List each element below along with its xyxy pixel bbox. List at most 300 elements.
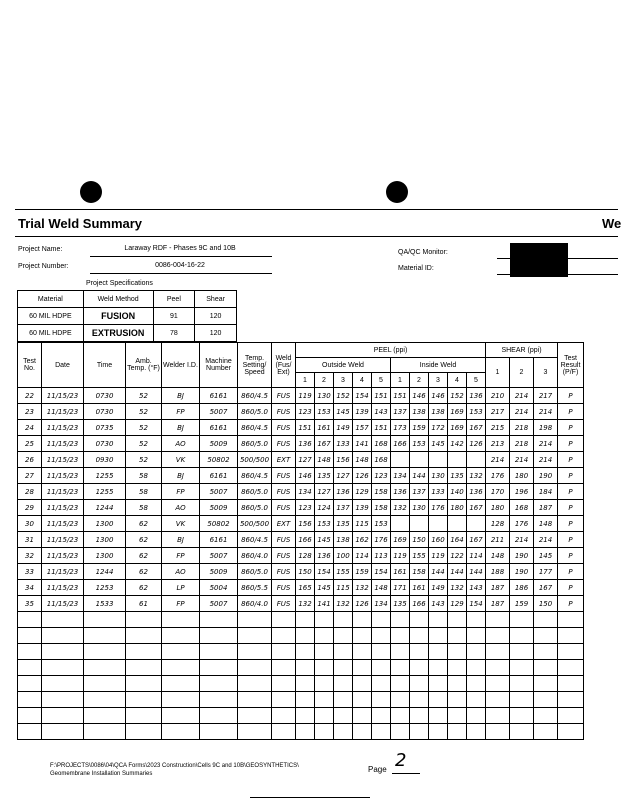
empty-cell xyxy=(42,660,84,676)
specs-material: 60 MIL HDPE xyxy=(18,325,84,342)
cell-machine-number: 5007 xyxy=(200,484,238,500)
header-outside-4: 4 xyxy=(353,373,372,388)
specs-row xyxy=(18,308,237,325)
cell-weld-type: EXT xyxy=(272,516,296,532)
empty-cell xyxy=(42,724,84,740)
cell-peel-value: 136 xyxy=(334,484,353,500)
cell-peel-value: 143 xyxy=(429,596,448,612)
cell-machine-number: 6161 xyxy=(200,388,238,404)
empty-cell xyxy=(272,612,296,628)
cell-test-result: P xyxy=(558,468,584,484)
empty-cell xyxy=(429,708,448,724)
cell-welder-id: AO xyxy=(162,564,200,580)
title-bottom-rule xyxy=(15,236,618,237)
cell-amb-temp: 52 xyxy=(126,420,162,436)
cell-peel-value: 166 xyxy=(410,596,429,612)
empty-cell xyxy=(18,724,42,740)
cell-shear-value: 218 xyxy=(510,436,534,452)
cell-shear-value: 187 xyxy=(486,580,510,596)
header-inside-weld: Inside Weld xyxy=(391,358,486,373)
cell-shear-value: 177 xyxy=(534,564,558,580)
cell-peel-value: 151 xyxy=(296,420,315,436)
cell-peel-value: 151 xyxy=(372,388,391,404)
project-number-value: 0086-004-16-22 xyxy=(155,262,205,269)
cell-peel-value xyxy=(429,516,448,532)
empty-cell xyxy=(272,660,296,676)
empty-cell xyxy=(126,708,162,724)
empty-cell xyxy=(315,628,334,644)
cell-peel-value: 145 xyxy=(334,404,353,420)
cell-peel-value: 137 xyxy=(410,484,429,500)
cell-time: 1255 xyxy=(84,468,126,484)
header-shear-2: 2 xyxy=(510,358,534,388)
empty-row xyxy=(18,644,584,660)
cell-welder-id: FP xyxy=(162,596,200,612)
cell-welder-id: FP xyxy=(162,484,200,500)
cell-peel-value xyxy=(448,452,467,468)
empty-cell xyxy=(372,644,391,660)
cell-machine-number: 6161 xyxy=(200,532,238,548)
cell-peel-value: 122 xyxy=(448,548,467,564)
cell-shear-value: 211 xyxy=(486,532,510,548)
cell-shear-value: 188 xyxy=(486,564,510,580)
empty-cell xyxy=(296,612,315,628)
header-peel: PEEL (ppi) xyxy=(296,343,486,358)
empty-cell xyxy=(448,644,467,660)
cell-welder-id: AO xyxy=(162,500,200,516)
cell-peel-value: 149 xyxy=(429,580,448,596)
bottom-rule xyxy=(250,797,370,798)
cell-peel-value: 144 xyxy=(429,564,448,580)
empty-cell xyxy=(558,628,584,644)
cell-test-no: 30 xyxy=(18,516,42,532)
cell-peel-value: 130 xyxy=(429,468,448,484)
empty-row xyxy=(18,660,584,676)
empty-cell xyxy=(467,692,486,708)
header-outside-3: 3 xyxy=(334,373,353,388)
empty-cell xyxy=(510,708,534,724)
cell-test-no: 31 xyxy=(18,532,42,548)
cell-test-no: 26 xyxy=(18,452,42,468)
cell-peel-value: 128 xyxy=(296,548,315,564)
cell-temp-setting: 860/5.0 xyxy=(238,404,272,420)
empty-cell xyxy=(534,724,558,740)
specs-weld-method: EXTRUSION xyxy=(83,325,153,342)
cell-time: 0730 xyxy=(84,436,126,452)
cell-peel-value: 145 xyxy=(429,436,448,452)
empty-cell xyxy=(18,708,42,724)
empty-cell xyxy=(18,644,42,660)
cell-amb-temp: 58 xyxy=(126,484,162,500)
cell-temp-setting: 860/4.5 xyxy=(238,388,272,404)
cell-test-no: 34 xyxy=(18,580,42,596)
empty-cell xyxy=(238,612,272,628)
cell-test-result: P xyxy=(558,420,584,436)
cell-shear-value: 187 xyxy=(486,596,510,612)
cell-peel-value: 123 xyxy=(296,404,315,420)
cell-peel-value: 127 xyxy=(334,468,353,484)
project-specs-label: Project Specifications xyxy=(86,280,153,287)
table-row xyxy=(18,468,584,484)
cell-peel-value: 130 xyxy=(410,500,429,516)
empty-cell xyxy=(410,660,429,676)
empty-cell xyxy=(486,612,510,628)
cell-test-result: P xyxy=(558,452,584,468)
empty-cell xyxy=(296,692,315,708)
cell-peel-value xyxy=(391,516,410,532)
cell-shear-value: 180 xyxy=(486,500,510,516)
empty-cell xyxy=(18,660,42,676)
cell-peel-value: 135 xyxy=(391,596,410,612)
empty-cell xyxy=(410,724,429,740)
empty-cell xyxy=(486,692,510,708)
empty-cell xyxy=(486,660,510,676)
empty-cell xyxy=(334,708,353,724)
empty-cell xyxy=(534,644,558,660)
cell-machine-number: 5009 xyxy=(200,436,238,452)
table-row xyxy=(18,580,584,596)
empty-cell xyxy=(315,724,334,740)
cell-peel-value xyxy=(391,452,410,468)
cell-peel-value: 148 xyxy=(315,452,334,468)
cell-time: 1253 xyxy=(84,580,126,596)
cell-peel-value: 115 xyxy=(334,580,353,596)
cell-peel-value: 146 xyxy=(410,388,429,404)
cell-shear-value: 186 xyxy=(510,580,534,596)
cell-peel-value: 139 xyxy=(353,500,372,516)
empty-row xyxy=(18,612,584,628)
cell-peel-value: 146 xyxy=(429,388,448,404)
cell-shear-value: 214 xyxy=(510,388,534,404)
empty-cell xyxy=(510,676,534,692)
empty-cell xyxy=(510,628,534,644)
cell-peel-value: 167 xyxy=(467,532,486,548)
cell-temp-setting: 860/5.5 xyxy=(238,580,272,596)
cell-test-result: P xyxy=(558,548,584,564)
empty-cell xyxy=(162,708,200,724)
cell-peel-value: 169 xyxy=(448,404,467,420)
empty-cell xyxy=(272,644,296,660)
specs-header-weld-method: Weld Method xyxy=(83,291,153,308)
empty-cell xyxy=(410,676,429,692)
cell-peel-value: 158 xyxy=(372,500,391,516)
empty-cell xyxy=(315,692,334,708)
cell-shear-value: 145 xyxy=(534,548,558,564)
empty-cell xyxy=(296,644,315,660)
empty-cell xyxy=(200,708,238,724)
cell-peel-value: 137 xyxy=(334,500,353,516)
empty-cell xyxy=(486,644,510,660)
project-name-value: Laraway RDF - Phases 9C and 10B xyxy=(124,245,236,252)
cell-date: 11/15/23 xyxy=(42,468,84,484)
empty-cell xyxy=(391,676,410,692)
specs-table xyxy=(17,290,237,342)
empty-cell xyxy=(238,708,272,724)
table-row xyxy=(18,452,584,468)
cell-peel-value xyxy=(448,516,467,532)
empty-cell xyxy=(448,628,467,644)
header-inside-1: 1 xyxy=(391,373,410,388)
empty-cell xyxy=(84,612,126,628)
cell-machine-number: 5009 xyxy=(200,500,238,516)
empty-cell xyxy=(126,644,162,660)
cell-temp-setting: 500/500 xyxy=(238,516,272,532)
empty-cell xyxy=(448,708,467,724)
empty-cell xyxy=(510,660,534,676)
cell-peel-value: 161 xyxy=(315,420,334,436)
cell-welder-id: VK xyxy=(162,516,200,532)
empty-cell xyxy=(429,692,448,708)
cell-peel-value: 148 xyxy=(372,580,391,596)
empty-cell xyxy=(467,660,486,676)
empty-cell xyxy=(162,676,200,692)
cell-time: 1300 xyxy=(84,532,126,548)
cell-date: 11/15/23 xyxy=(42,580,84,596)
specs-weld-method: FUSION xyxy=(83,308,153,325)
empty-cell xyxy=(429,676,448,692)
header-outside-5: 5 xyxy=(372,373,391,388)
cell-peel-value: 144 xyxy=(410,468,429,484)
cell-peel-value: 119 xyxy=(391,548,410,564)
header-shear: SHEAR (ppi) xyxy=(486,343,558,358)
empty-cell xyxy=(296,676,315,692)
cell-temp-setting: 500/500 xyxy=(238,452,272,468)
empty-cell xyxy=(558,660,584,676)
cell-peel-value xyxy=(410,452,429,468)
cell-shear-value: 128 xyxy=(486,516,510,532)
empty-cell xyxy=(42,644,84,660)
empty-cell xyxy=(334,692,353,708)
empty-cell xyxy=(334,660,353,676)
cell-peel-value: 180 xyxy=(448,500,467,516)
cell-shear-value: 187 xyxy=(534,500,558,516)
cell-peel-value: 176 xyxy=(372,532,391,548)
cell-machine-number: 50802 xyxy=(200,452,238,468)
cell-peel-value: 148 xyxy=(353,452,372,468)
cell-amb-temp: 58 xyxy=(126,500,162,516)
project-number-line xyxy=(90,273,272,274)
cell-date: 11/15/23 xyxy=(42,532,84,548)
cell-test-no: 32 xyxy=(18,548,42,564)
empty-cell xyxy=(162,644,200,660)
empty-cell xyxy=(272,708,296,724)
empty-cell xyxy=(510,612,534,628)
empty-cell xyxy=(558,644,584,660)
cell-peel-value: 132 xyxy=(467,468,486,484)
empty-cell xyxy=(372,724,391,740)
empty-cell xyxy=(162,692,200,708)
cell-weld-type: FUS xyxy=(272,404,296,420)
cell-peel-value: 127 xyxy=(315,484,334,500)
empty-cell xyxy=(272,628,296,644)
cell-peel-value: 135 xyxy=(315,468,334,484)
table-row xyxy=(18,532,584,548)
empty-cell xyxy=(42,676,84,692)
cell-peel-value: 136 xyxy=(467,484,486,500)
cell-temp-setting: 860/4.5 xyxy=(238,468,272,484)
cell-peel-value: 145 xyxy=(315,532,334,548)
cell-weld-type: FUS xyxy=(272,468,296,484)
empty-cell xyxy=(353,676,372,692)
table-row xyxy=(18,500,584,516)
cell-shear-value: 214 xyxy=(510,404,534,420)
table-row xyxy=(18,564,584,580)
project-name-label: Project Name: xyxy=(18,246,63,253)
empty-cell xyxy=(534,612,558,628)
empty-cell xyxy=(429,628,448,644)
cell-weld-type: EXT xyxy=(272,452,296,468)
empty-cell xyxy=(448,692,467,708)
cell-shear-value: 214 xyxy=(534,436,558,452)
cell-peel-value: 146 xyxy=(296,468,315,484)
cell-peel-value: 160 xyxy=(429,532,448,548)
cell-temp-setting: 860/4.5 xyxy=(238,420,272,436)
cell-shear-value: 214 xyxy=(510,532,534,548)
empty-cell xyxy=(486,676,510,692)
cell-peel-value: 141 xyxy=(315,596,334,612)
cell-peel-value: 100 xyxy=(334,548,353,564)
cell-peel-value: 166 xyxy=(391,436,410,452)
empty-cell xyxy=(391,660,410,676)
cell-peel-value: 132 xyxy=(296,596,315,612)
cell-peel-value: 168 xyxy=(372,452,391,468)
cell-peel-value: 164 xyxy=(448,532,467,548)
cell-test-result: P xyxy=(558,404,584,420)
cell-peel-value: 123 xyxy=(372,468,391,484)
specs-header-material: Material xyxy=(18,291,84,308)
cell-machine-number: 5007 xyxy=(200,404,238,420)
cell-peel-value: 123 xyxy=(296,500,315,516)
cell-shear-value: 190 xyxy=(510,548,534,564)
cell-peel-value: 138 xyxy=(334,532,353,548)
cell-amb-temp: 52 xyxy=(126,388,162,404)
header-test-no: Test No. xyxy=(18,343,42,388)
empty-cell xyxy=(126,628,162,644)
cell-test-result: P xyxy=(558,596,584,612)
empty-cell xyxy=(486,724,510,740)
cell-peel-value: 152 xyxy=(334,388,353,404)
cell-peel-value xyxy=(410,516,429,532)
cell-peel-value: 132 xyxy=(334,596,353,612)
header-shear-1: 1 xyxy=(486,358,510,388)
cell-peel-value: 166 xyxy=(296,532,315,548)
cell-temp-setting: 860/4.5 xyxy=(238,532,272,548)
specs-row xyxy=(18,325,237,342)
header-inside-2: 2 xyxy=(410,373,429,388)
empty-cell xyxy=(315,660,334,676)
cell-peel-value: 167 xyxy=(467,420,486,436)
cell-peel-value: 115 xyxy=(353,516,372,532)
cell-peel-value: 134 xyxy=(391,468,410,484)
table-row xyxy=(18,420,584,436)
header-outside-weld: Outside Weld xyxy=(296,358,391,373)
cell-peel-value: 154 xyxy=(372,564,391,580)
table-row xyxy=(18,436,584,452)
cell-time: 1533 xyxy=(84,596,126,612)
empty-cell xyxy=(372,628,391,644)
binder-hole-left xyxy=(80,181,102,203)
cell-peel-value: 158 xyxy=(372,484,391,500)
cell-shear-value: 214 xyxy=(534,404,558,420)
cell-welder-id: LP xyxy=(162,580,200,596)
cell-peel-value: 143 xyxy=(372,404,391,420)
cell-peel-value xyxy=(467,452,486,468)
cell-peel-value: 124 xyxy=(315,500,334,516)
cell-peel-value: 171 xyxy=(391,580,410,596)
cell-date: 11/15/23 xyxy=(42,596,84,612)
cell-peel-value: 133 xyxy=(334,436,353,452)
cell-peel-value: 154 xyxy=(353,388,372,404)
cell-peel-value: 133 xyxy=(429,484,448,500)
empty-cell xyxy=(391,628,410,644)
empty-cell xyxy=(200,692,238,708)
empty-cell xyxy=(315,676,334,692)
empty-cell xyxy=(84,724,126,740)
cell-peel-value: 132 xyxy=(448,580,467,596)
cell-date: 11/15/23 xyxy=(42,404,84,420)
page-number-line xyxy=(392,773,420,774)
empty-row xyxy=(18,628,584,644)
header-amb-temp: Amb. Temp. (°F) xyxy=(126,343,162,388)
empty-cell xyxy=(534,692,558,708)
header-time: Time xyxy=(84,343,126,388)
empty-cell xyxy=(410,644,429,660)
cell-peel-value: 161 xyxy=(391,564,410,580)
cell-test-result: P xyxy=(558,500,584,516)
cell-test-no: 25 xyxy=(18,436,42,452)
cell-peel-value: 155 xyxy=(334,564,353,580)
empty-cell xyxy=(238,676,272,692)
cell-shear-value: 213 xyxy=(486,436,510,452)
cell-shear-value: 167 xyxy=(534,580,558,596)
cell-peel-value: 157 xyxy=(353,420,372,436)
cell-shear-value: 168 xyxy=(510,500,534,516)
cell-peel-value: 136 xyxy=(296,436,315,452)
cell-peel-value: 154 xyxy=(315,564,334,580)
cell-peel-value: 113 xyxy=(372,548,391,564)
empty-cell xyxy=(391,644,410,660)
cell-welder-id: BJ xyxy=(162,420,200,436)
cell-machine-number: 5007 xyxy=(200,548,238,564)
empty-cell xyxy=(200,644,238,660)
empty-cell xyxy=(84,692,126,708)
empty-cell xyxy=(558,708,584,724)
empty-cell xyxy=(84,644,126,660)
cell-peel-value: 143 xyxy=(467,580,486,596)
empty-cell xyxy=(429,612,448,628)
cell-peel-value: 153 xyxy=(410,436,429,452)
empty-cell xyxy=(18,692,42,708)
cell-time: 0735 xyxy=(84,420,126,436)
cell-test-result: P xyxy=(558,388,584,404)
cell-peel-value: 167 xyxy=(315,436,334,452)
table-row xyxy=(18,404,584,420)
cell-peel-value: 132 xyxy=(391,500,410,516)
cell-shear-value: 196 xyxy=(510,484,534,500)
empty-cell xyxy=(467,628,486,644)
empty-cell xyxy=(162,612,200,628)
cell-test-no: 23 xyxy=(18,404,42,420)
empty-cell xyxy=(372,612,391,628)
footer-path-line-1: F:\PROJECTS\0086\04\QCA Forms\2023 Construction\Cells 9C and 10B\GEOSYNTHETICS\ xyxy=(50,763,299,769)
header-weld-type: Weld (Fus/ Ext) xyxy=(272,343,296,388)
page-title: Trial Weld Summary xyxy=(18,216,143,231)
cell-shear-value: 198 xyxy=(534,420,558,436)
cell-date: 11/15/23 xyxy=(42,500,84,516)
cell-amb-temp: 62 xyxy=(126,516,162,532)
project-name-line xyxy=(90,256,272,257)
cell-test-no: 28 xyxy=(18,484,42,500)
